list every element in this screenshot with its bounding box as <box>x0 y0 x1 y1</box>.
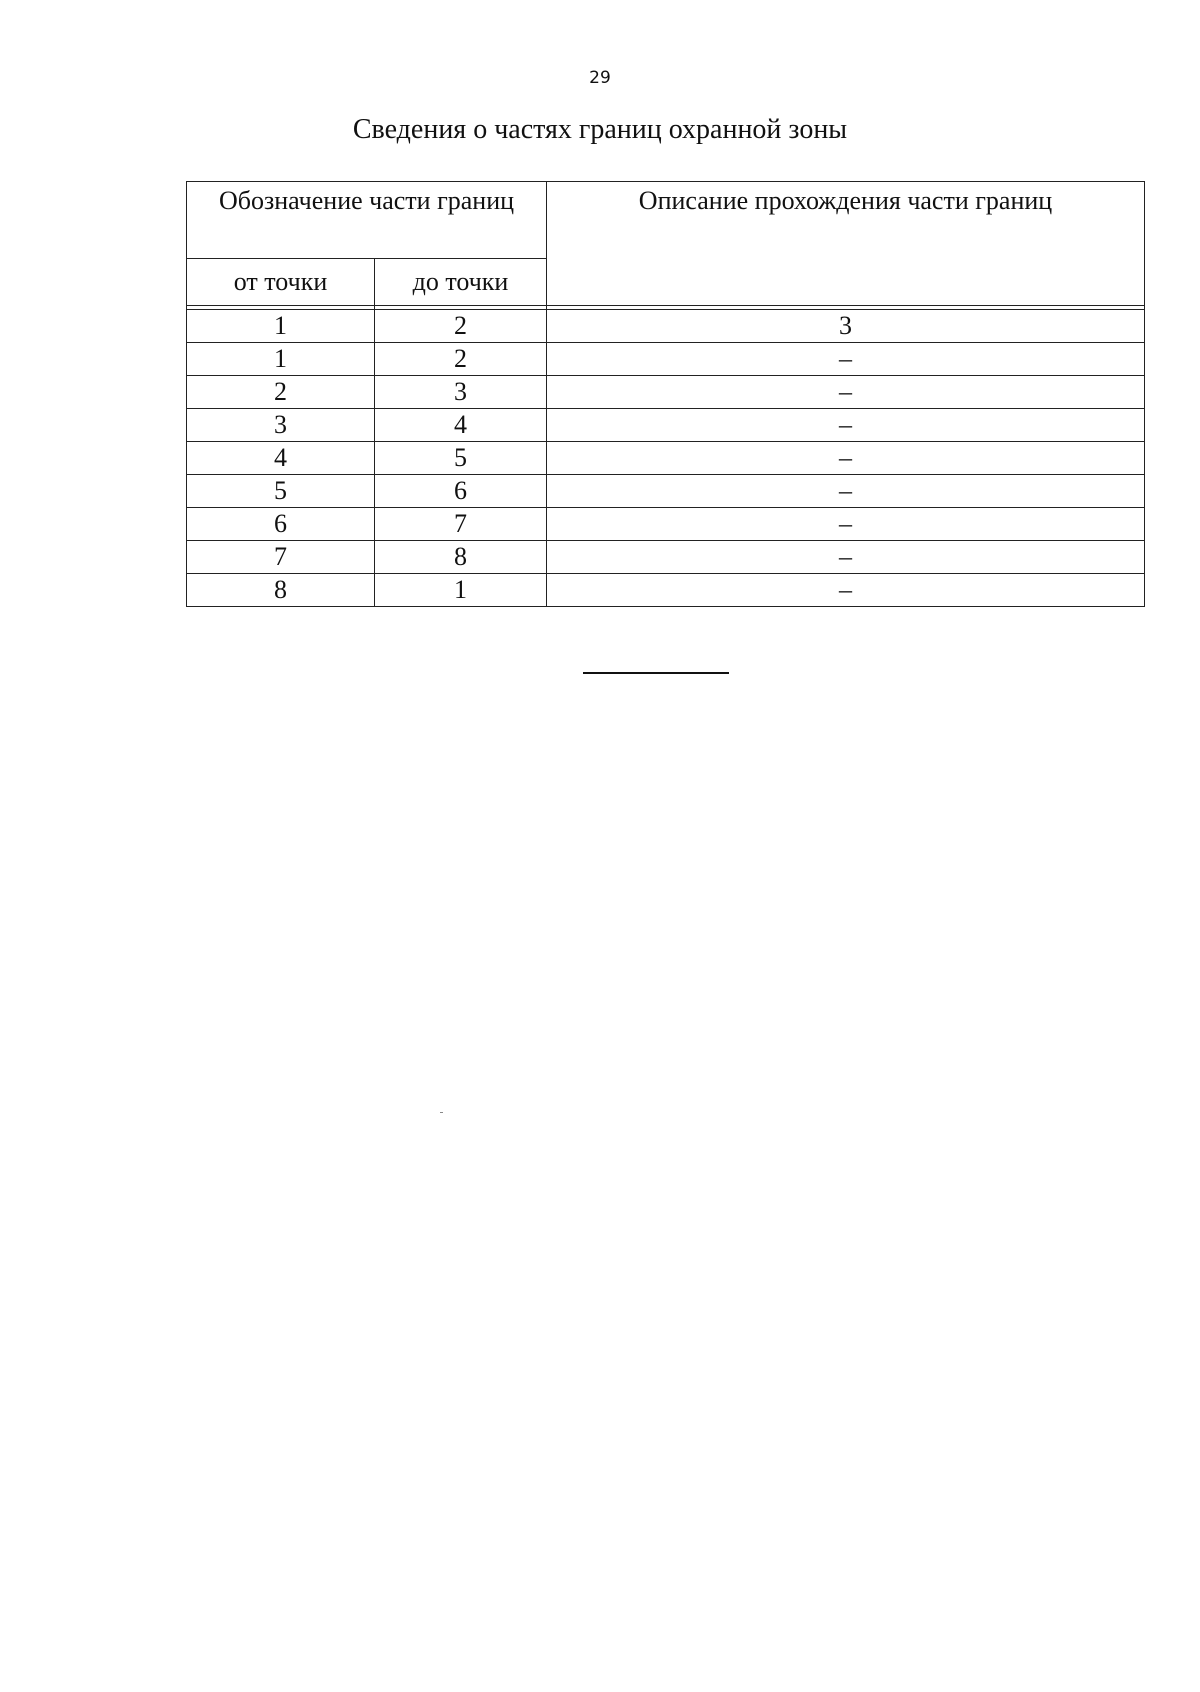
header-to-point: до точки <box>375 259 547 306</box>
page-title: Сведения о частях границ охранной зоны <box>352 114 848 145</box>
table-row <box>187 343 1145 376</box>
table-row <box>187 475 1145 508</box>
boundary-parts-table <box>186 181 1145 607</box>
cell-from-point: 2 <box>187 376 375 409</box>
table-row <box>187 541 1145 574</box>
cell-to-point: 5 <box>375 442 547 475</box>
cell-to-point: 4 <box>375 409 547 442</box>
scan-speck <box>440 1112 443 1113</box>
cell-description: – <box>547 508 1145 541</box>
cell-to-point: 6 <box>375 475 547 508</box>
table-row <box>187 508 1145 541</box>
cell-to-point: 8 <box>375 541 547 574</box>
cell-to-point: 3 <box>375 376 547 409</box>
cell-from-point: 3 <box>187 409 375 442</box>
end-of-section-rule <box>583 672 729 674</box>
table-row <box>187 442 1145 475</box>
table-row <box>187 376 1145 409</box>
table-row <box>187 574 1145 607</box>
cell-to-point: 1 <box>375 574 547 607</box>
header-description: Описание прохождения части границ <box>547 182 1145 306</box>
cell-from-point: 6 <box>187 508 375 541</box>
header-designation: Обозначение части границ <box>187 182 547 259</box>
cell-from-point: 4 <box>187 442 375 475</box>
table-header-row <box>187 182 1145 259</box>
column-number: 1 <box>187 310 375 343</box>
cell-description: – <box>547 574 1145 607</box>
header-from-point: от точки <box>187 259 375 306</box>
cell-from-point: 7 <box>187 541 375 574</box>
cell-description: – <box>547 442 1145 475</box>
cell-description: – <box>547 343 1145 376</box>
cell-description: – <box>547 376 1145 409</box>
column-number-row <box>187 310 1145 343</box>
cell-from-point: 8 <box>187 574 375 607</box>
column-number: 3 <box>547 310 1145 343</box>
table-row <box>187 409 1145 442</box>
cell-description: – <box>547 409 1145 442</box>
cell-description: – <box>547 475 1145 508</box>
cell-from-point: 5 <box>187 475 375 508</box>
page-number: 29 <box>589 68 611 88</box>
column-number: 2 <box>375 310 547 343</box>
cell-to-point: 7 <box>375 508 547 541</box>
cell-from-point: 1 <box>187 343 375 376</box>
cell-description: – <box>547 541 1145 574</box>
cell-to-point: 2 <box>375 343 547 376</box>
